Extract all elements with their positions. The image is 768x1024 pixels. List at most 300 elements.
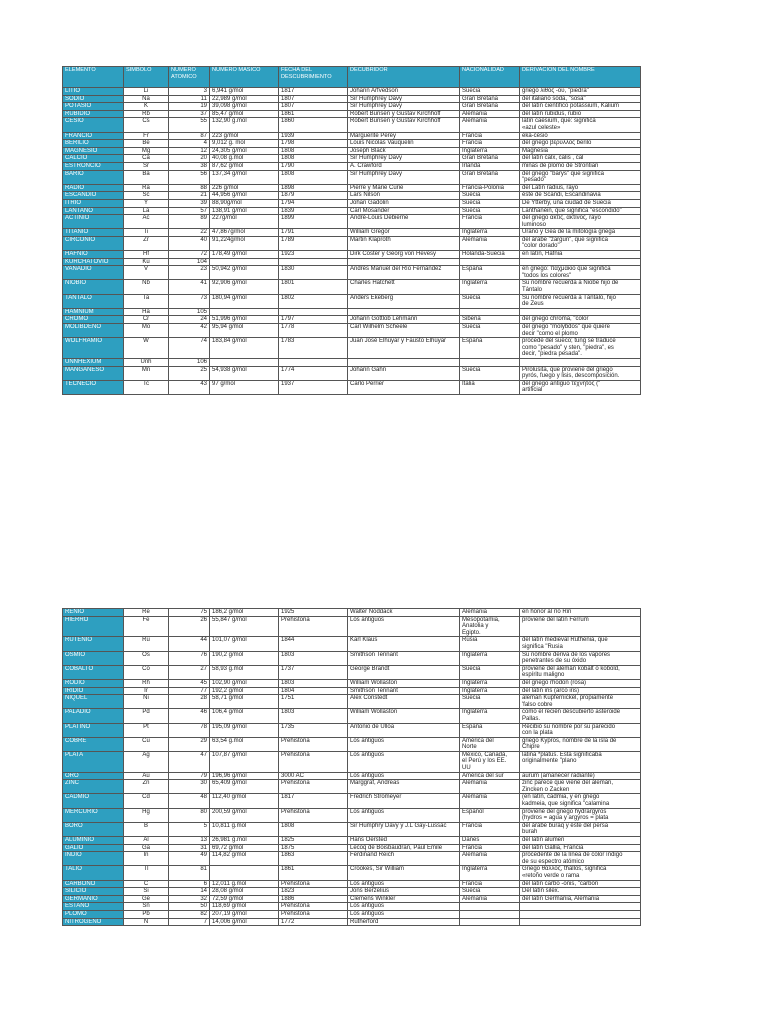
table-row	[63, 308, 641, 316]
cell-descubridor: Martin Klaproth	[348, 236, 460, 250]
cell-numero-masico: 69,72 g/mol	[210, 844, 279, 852]
cell-derivacion: del griego antiguo τεχνητός (" artificial	[520, 380, 641, 394]
cell-derivacion: Lanthanéin, que significa "escondido"	[520, 207, 641, 215]
cell-numero-masico: 14,006 g/mol	[210, 918, 279, 926]
cell-numero-masico: 186,2 g/mol	[210, 609, 279, 617]
cell-elemento: PLATINO	[63, 723, 124, 737]
cell-numero-masico: 106,4 g/mol	[210, 709, 279, 723]
cell-derivacion	[520, 358, 641, 366]
cell-derivacion: del árabe buraq y éste del persa burah	[520, 822, 641, 836]
table-row	[63, 155, 641, 163]
cell-fecha: 1798	[279, 140, 348, 148]
cell-elemento: PLOMO	[63, 910, 124, 918]
cell-elemento: CROMO	[63, 316, 124, 324]
cell-numero-masico: 47,867g/mol	[210, 229, 279, 237]
cell-simbolo: Pb	[124, 910, 169, 918]
table-row	[63, 170, 641, 184]
cell-derivacion: procede del sueco; tung se traduce como "pesado" y sten, "piedra", es decir, "piedra pesada".	[520, 338, 641, 359]
cell-elemento: WOLFRAMIO	[63, 338, 124, 359]
cell-derivacion: De Ytterby, una ciudad de Suecia	[520, 199, 641, 207]
cell-descubridor: Pierre y Marie Curie	[348, 184, 460, 192]
cell-derivacion: Recibió su nombre por su parecido con la plata	[520, 723, 641, 737]
cell-numero-masico: 58,93 g.mol	[210, 665, 279, 679]
cell-elemento: NIQUEL	[63, 695, 124, 709]
cell-numero-atomico: 20	[169, 155, 210, 163]
cell-nacionalidad: Gran Bretaña	[460, 170, 520, 184]
cell-descubridor: Johann Arfvedson	[348, 88, 460, 96]
table-row	[63, 147, 641, 155]
table-row	[63, 110, 641, 118]
cell-numero-atomico: 22	[169, 229, 210, 237]
cell-numero-masico: 91,224g/mol	[210, 236, 279, 250]
cell-numero-masico	[210, 358, 279, 366]
cell-nacionalidad: Suecia	[460, 324, 520, 338]
cell-elemento: UNNHEXIUM	[63, 358, 124, 366]
cell-derivacion: del latín científico potassium, Kalium	[520, 103, 641, 111]
table-row	[63, 918, 641, 926]
table-row	[63, 910, 641, 918]
cell-derivacion: Su nombre deriva de los vapores penetrantes de su óxido	[520, 651, 641, 665]
cell-descubridor	[348, 358, 460, 366]
cell-elemento: LITIO	[63, 88, 124, 96]
cell-nacionalidad: Siberia	[460, 316, 520, 324]
table-row	[63, 794, 641, 808]
cell-nacionalidad: Inglaterra	[460, 147, 520, 155]
cell-descubridor: Anders Ekeberg	[348, 294, 460, 308]
cell-elemento: SODIO	[63, 95, 124, 103]
cell-simbolo: Si	[124, 888, 169, 896]
cell-simbolo: Ac	[124, 215, 169, 229]
cell-fecha: 1898	[279, 184, 348, 192]
cell-nacionalidad: Francia	[460, 140, 520, 148]
cell-fecha: 1807	[279, 103, 348, 111]
cell-fecha: Prehistoria	[279, 616, 348, 637]
cell-derivacion: del latín iris (arco iris)	[520, 687, 641, 695]
cell-numero-atomico: 74	[169, 338, 210, 359]
cell-fecha: 1803	[279, 651, 348, 665]
table-row	[63, 236, 641, 250]
cell-nacionalidad: Francia	[460, 844, 520, 852]
cell-numero-atomico: 37	[169, 110, 210, 118]
cell-simbolo: Cr	[124, 316, 169, 324]
cell-simbolo: Ca	[124, 155, 169, 163]
cell-derivacion: latina *platus. Esta significaba originalmente "plano	[520, 751, 641, 772]
cell-elemento: ORO	[63, 772, 124, 780]
cell-descubridor: Johann Gahn	[348, 366, 460, 380]
cell-nacionalidad: Alemania	[460, 236, 520, 250]
cell-simbolo: Ta	[124, 294, 169, 308]
cell-derivacion: Griego θαλλός, thallos, significa «retoño verde o rama	[520, 866, 641, 880]
cell-numero-atomico: 41	[169, 280, 210, 294]
cell-nacionalidad: Inglaterra	[460, 280, 520, 294]
header-simbolo: SIMBOLO	[124, 67, 169, 88]
cell-nacionalidad: Suecia	[460, 695, 520, 709]
cell-numero-masico: 40,08 g.mol	[210, 155, 279, 163]
cell-simbolo: Rb	[124, 110, 169, 118]
cell-nacionalidad: Inglaterra	[460, 651, 520, 665]
cell-simbolo: Re	[124, 609, 169, 617]
cell-simbolo: Al	[124, 837, 169, 845]
cell-simbolo: Ti	[124, 229, 169, 237]
cell-descubridor: Los antiguos	[348, 751, 460, 772]
cell-fecha: 1807	[279, 95, 348, 103]
cell-fecha: 1801	[279, 280, 348, 294]
cell-fecha: 1844	[279, 637, 348, 651]
cell-derivacion: proviene del alemán kobalt o kobold, espíritu maligno	[520, 665, 641, 679]
cell-descubridor: Carl Wilhelm Scheele	[348, 324, 460, 338]
cell-fecha: 1861	[279, 866, 348, 880]
cell-fecha: 1808	[279, 822, 348, 836]
cell-descubridor: George Brandt	[348, 665, 460, 679]
cell-elemento: POTASIO	[63, 103, 124, 111]
cell-simbolo: Rh	[124, 679, 169, 687]
cell-derivacion: éste de Scandi, Escandinavia	[520, 192, 641, 200]
cell-numero-atomico: 11	[169, 95, 210, 103]
cell-descubridor: Carl Mosander	[348, 207, 460, 215]
cell-numero-atomico: 73	[169, 294, 210, 308]
cell-simbolo: Tl	[124, 866, 169, 880]
cell-nacionalidad: Irlanda	[460, 162, 520, 170]
cell-derivacion: del griego chroma, "color	[520, 316, 641, 324]
cell-fecha: 1789	[279, 236, 348, 250]
table-row	[63, 837, 641, 845]
cell-simbolo: Cd	[124, 794, 169, 808]
cell-nacionalidad: Alemania	[460, 895, 520, 903]
elements-table-bottom	[62, 608, 641, 926]
cell-numero-masico: 223 g/mol	[210, 132, 279, 140]
cell-elemento: FRANCIO	[63, 132, 124, 140]
cell-numero-atomico: 55	[169, 118, 210, 132]
cell-fecha	[279, 358, 348, 366]
cell-derivacion: proviene del latín Ferrum	[520, 616, 641, 637]
cell-descubridor: William Wollaston	[348, 679, 460, 687]
cell-numero-atomico: 40	[169, 236, 210, 250]
cell-numero-masico: 24,305 g/mol	[210, 147, 279, 155]
cell-elemento: RUBIDIO	[63, 110, 124, 118]
cell-simbolo: Unh	[124, 358, 169, 366]
cell-fecha: 1923	[279, 251, 348, 259]
cell-derivacion: Su nombre recuerda a Niobe hijo de Tántalo	[520, 280, 641, 294]
cell-numero-atomico: 38	[169, 162, 210, 170]
cell-numero-atomico: 45	[169, 679, 210, 687]
cell-numero-masico: 95,94 g/mol	[210, 324, 279, 338]
cell-descubridor: Hans Oersted	[348, 837, 460, 845]
cell-elemento: CALCIO	[63, 155, 124, 163]
cell-descubridor: Smithson Tennant	[348, 651, 460, 665]
cell-elemento: IRIDIO	[63, 687, 124, 695]
cell-descubridor: Los antiguos	[348, 808, 460, 822]
table-row	[63, 207, 641, 215]
cell-numero-atomico: 29	[169, 737, 210, 751]
cell-numero-masico: 12,011 g.mol	[210, 880, 279, 888]
cell-nacionalidad	[460, 258, 520, 266]
cell-numero-masico	[210, 866, 279, 880]
cell-numero-masico: 196,96 g/mol	[210, 772, 279, 780]
cell-simbolo: B	[124, 822, 169, 836]
cell-derivacion: del latín alumen	[520, 837, 641, 845]
cell-nacionalidad: Rusia	[460, 637, 520, 651]
header-row	[63, 67, 641, 88]
cell-descubridor: Karl Klaus	[348, 637, 460, 651]
cell-descubridor: Ferdinand Reich	[348, 852, 460, 866]
cell-fecha: 1803	[279, 679, 348, 687]
table-row	[63, 751, 641, 772]
cell-descubridor: Dirk Coster y Georg von Hevesy	[348, 251, 460, 259]
cell-descubridor: William Wollaston	[348, 709, 460, 723]
cell-fecha: 1778	[279, 324, 348, 338]
cell-descubridor: Lecoq de Boisbaudran, Paul Emile	[348, 844, 460, 852]
cell-fecha: Prehistoria	[279, 880, 348, 888]
cell-descubridor: A. Crawford	[348, 162, 460, 170]
cell-numero-masico: 226 g/mol	[210, 184, 279, 192]
table-row	[63, 324, 641, 338]
cell-descubridor: Alex Constedt	[348, 695, 460, 709]
table-row	[63, 687, 641, 695]
cell-descubridor: Johann Gottlob Lehmann	[348, 316, 460, 324]
table-body-top	[63, 88, 641, 395]
cell-elemento: KURCHATOVIO	[63, 258, 124, 266]
cell-derivacion: zinc parece que viene del alemán, Zincken o Zacken	[520, 780, 641, 794]
cell-nacionalidad: España	[460, 266, 520, 280]
cell-simbolo: Mg	[124, 147, 169, 155]
header-descubridor: DECUBRIDOR	[348, 67, 460, 88]
cell-elemento: MAGNESIO	[63, 147, 124, 155]
header-numero-masico: NUMERO MASICO	[210, 67, 279, 88]
cell-numero-atomico: 25	[169, 366, 210, 380]
cell-numero-masico: 183,84 g/mol	[210, 338, 279, 359]
cell-numero-masico: 26,981 g.mol	[210, 837, 279, 845]
cell-elemento: HAMNIUM	[63, 308, 124, 316]
cell-numero-masico: 137,34 g/mol	[210, 170, 279, 184]
cell-nacionalidad: México, Canadá, el Perú y los EE. UU	[460, 751, 520, 772]
cell-numero-masico: 63,54 g.mol	[210, 737, 279, 751]
cell-numero-masico: 55,847 g/mol	[210, 616, 279, 637]
cell-simbolo: W	[124, 338, 169, 359]
table-row	[63, 737, 641, 751]
cell-numero-masico: 207,19 g/mol	[210, 910, 279, 918]
cell-fecha: 1802	[279, 294, 348, 308]
cell-elemento: LANTANO	[63, 207, 124, 215]
cell-fecha: Prehistoria	[279, 808, 348, 822]
table-row	[63, 140, 641, 148]
table-row	[63, 95, 641, 103]
cell-elemento: ZINC	[63, 780, 124, 794]
cell-simbolo: Cs	[124, 118, 169, 132]
table-row	[63, 258, 641, 266]
cell-elemento: GALIO	[63, 844, 124, 852]
cell-simbolo: Ru	[124, 637, 169, 651]
cell-derivacion: como el recién descubierto asteroide Pallas.	[520, 709, 641, 723]
cell-numero-atomico: 24	[169, 316, 210, 324]
cell-descubridor: Marggraf, Andreas	[348, 780, 460, 794]
cell-simbolo: V	[124, 266, 169, 280]
cell-numero-atomico: 47	[169, 751, 210, 772]
table-row	[63, 280, 641, 294]
cell-elemento: CADMIO	[63, 794, 124, 808]
cell-descubridor: Rutherford	[348, 918, 460, 926]
cell-simbolo: Ag	[124, 751, 169, 772]
cell-nacionalidad: Suecia	[460, 366, 520, 380]
cell-elemento: HIERRO	[63, 616, 124, 637]
cell-derivacion: Urano y Gea de la mitología griega	[520, 229, 641, 237]
cell-descubridor: Los antiguos	[348, 903, 460, 911]
cell-numero-masico: 132,90 g.mol	[210, 118, 279, 132]
cell-numero-atomico: 13	[169, 837, 210, 845]
cell-elemento: ESTAÑO	[63, 903, 124, 911]
cell-simbolo: Tc	[124, 380, 169, 394]
cell-nacionalidad: España	[460, 723, 520, 737]
cell-nacionalidad	[460, 903, 520, 911]
cell-simbolo: Nb	[124, 280, 169, 294]
cell-simbolo: Fr	[124, 132, 169, 140]
cell-elemento: ALUMINIO	[63, 837, 124, 845]
cell-numero-masico: 65,409 g/mol	[210, 780, 279, 794]
cell-fecha: 1790	[279, 162, 348, 170]
cell-derivacion	[520, 918, 641, 926]
cell-numero-atomico: 80	[169, 808, 210, 822]
cell-nacionalidad: Inglaterra	[460, 229, 520, 237]
cell-elemento: MANGANESO	[63, 366, 124, 380]
table-row	[63, 358, 641, 366]
cell-numero-atomico: 5	[169, 822, 210, 836]
cell-numero-atomico: 3	[169, 88, 210, 96]
cell-numero-atomico: 19	[169, 103, 210, 111]
cell-descubridor: Los antiguos	[348, 772, 460, 780]
table-row	[63, 338, 641, 359]
cell-fecha: 1879	[279, 192, 348, 200]
cell-descubridor: Crookes, Sir William	[348, 866, 460, 880]
cell-simbolo: C	[124, 880, 169, 888]
header-numero-atomico: NUMERO ATOMICO	[169, 67, 210, 88]
cell-nacionalidad: América del Norte	[460, 737, 520, 751]
cell-fecha: 1860	[279, 118, 348, 132]
table-row	[63, 316, 641, 324]
table-row	[63, 366, 641, 380]
cell-numero-atomico: 76	[169, 651, 210, 665]
cell-elemento: CIRCONIO	[63, 236, 124, 250]
cell-nacionalidad: Inglaterra	[460, 679, 520, 687]
cell-numero-masico: 195,09 g/mol	[210, 723, 279, 737]
cell-derivacion: en griego: παχμακιο que significa "todos los colores"	[520, 266, 641, 280]
cell-nacionalidad: Suecia	[460, 88, 520, 96]
cell-simbolo: Pd	[124, 709, 169, 723]
cell-derivacion: Su nombre recuerda a Tántalo, hijo de Zeus	[520, 294, 641, 308]
cell-simbolo: Ga	[124, 844, 169, 852]
cell-elemento: BORO	[63, 822, 124, 836]
cell-elemento: PALADIO	[63, 709, 124, 723]
cell-derivacion: Pirolusita, que proviene del griego pyrós, fuego y lisis, descomposición.	[520, 366, 641, 380]
cell-descubridor: Lars Nilson	[348, 192, 460, 200]
cell-nacionalidad: Alemania	[460, 118, 520, 132]
cell-elemento: RUTENIO	[63, 637, 124, 651]
cell-descubridor: Sir Humphrey Davy	[348, 95, 460, 103]
cell-nacionalidad: Alemania	[460, 110, 520, 118]
cell-simbolo: Ni	[124, 695, 169, 709]
cell-simbolo: Co	[124, 665, 169, 679]
cell-nacionalidad: Inglaterra	[460, 687, 520, 695]
cell-numero-atomico: 72	[169, 251, 210, 259]
table-row	[63, 695, 641, 709]
cell-numero-masico: 51,996 g/mol	[210, 316, 279, 324]
cell-simbolo: Hg	[124, 808, 169, 822]
cell-simbolo: Mo	[124, 324, 169, 338]
cell-fecha: 1823	[279, 888, 348, 896]
cell-nacionalidad	[460, 918, 520, 926]
cell-simbolo: Na	[124, 95, 169, 103]
cell-numero-atomico: 48	[169, 794, 210, 808]
table-row	[63, 903, 641, 911]
cell-nacionalidad: Mesopotamia, Anatolia y Egipto.	[460, 616, 520, 637]
cell-numero-atomico: 32	[169, 895, 210, 903]
cell-numero-atomico: 30	[169, 780, 210, 794]
cell-derivacion: proviene del griego hydrargyros (hydros = agua y argyros = plata	[520, 808, 641, 822]
cell-derivacion: aurum (amanecer radiante)	[520, 772, 641, 780]
cell-descubridor: Walter Noddack	[348, 609, 460, 617]
cell-numero-atomico: 78	[169, 723, 210, 737]
cell-numero-atomico: 88	[169, 184, 210, 192]
cell-simbolo: Au	[124, 772, 169, 780]
cell-fecha: Prehistoria	[279, 737, 348, 751]
cell-derivacion: del griego ακτις, ακτινος, rayo luminoso	[520, 215, 641, 229]
cell-fecha: 1751	[279, 695, 348, 709]
cell-numero-masico: 178,49 g/mol	[210, 251, 279, 259]
table-row	[63, 808, 641, 822]
cell-descubridor: Fredrich Stromeyer	[348, 794, 460, 808]
cell-numero-masico: 92,906 g/mol	[210, 280, 279, 294]
cell-descubridor: Marguerite Perey	[348, 132, 460, 140]
cell-descubridor: Los antiguos	[348, 910, 460, 918]
cell-nacionalidad: Danes	[460, 837, 520, 845]
cell-simbolo: Fe	[124, 616, 169, 637]
cell-elemento: HAFNIO	[63, 251, 124, 259]
cell-nacionalidad: América del sur	[460, 772, 520, 780]
cell-nacionalidad: Español	[460, 808, 520, 822]
cell-fecha: 1791	[279, 229, 348, 237]
cell-simbolo: Y	[124, 199, 169, 207]
cell-simbolo: Ha	[124, 308, 169, 316]
cell-numero-atomico: 75	[169, 609, 210, 617]
cell-numero-masico: 190,2 g/mol	[210, 651, 279, 665]
cell-numero-masico: 180,94 g/mol	[210, 294, 279, 308]
table-row	[63, 103, 641, 111]
cell-simbolo: Hf	[124, 251, 169, 259]
cell-simbolo: Ge	[124, 895, 169, 903]
table-row	[63, 251, 641, 259]
cell-elemento: NITROGENO	[63, 918, 124, 926]
cell-simbolo: La	[124, 207, 169, 215]
cell-numero-masico: 6,941 g/mol	[210, 88, 279, 96]
cell-derivacion: Magnesia	[520, 147, 641, 155]
cell-derivacion: del latín carbo -onis, "carbón	[520, 880, 641, 888]
table-row	[63, 679, 641, 687]
cell-fecha: 1875	[279, 844, 348, 852]
cell-nacionalidad: Gran Bretaña	[460, 155, 520, 163]
cell-numero-atomico: 82	[169, 910, 210, 918]
cell-numero-masico: 114,82 g/mol	[210, 852, 279, 866]
header-fecha: FECHA DEL DESCUBRIMIENTO	[279, 67, 348, 88]
cell-derivacion: en latín, Hafnia	[520, 251, 641, 259]
cell-nacionalidad: Suecia	[460, 192, 520, 200]
table-row	[63, 637, 641, 651]
cell-derivacion	[520, 910, 641, 918]
cell-nacionalidad: Suecia	[460, 665, 520, 679]
cell-elemento: GERMANIO	[63, 895, 124, 903]
cell-derivacion: del griego βερυλλος berilo	[520, 140, 641, 148]
cell-simbolo: Sn	[124, 903, 169, 911]
table-row	[63, 215, 641, 229]
cell-numero-masico: 97 g/mol	[210, 380, 279, 394]
cell-numero-atomico: 26	[169, 616, 210, 637]
